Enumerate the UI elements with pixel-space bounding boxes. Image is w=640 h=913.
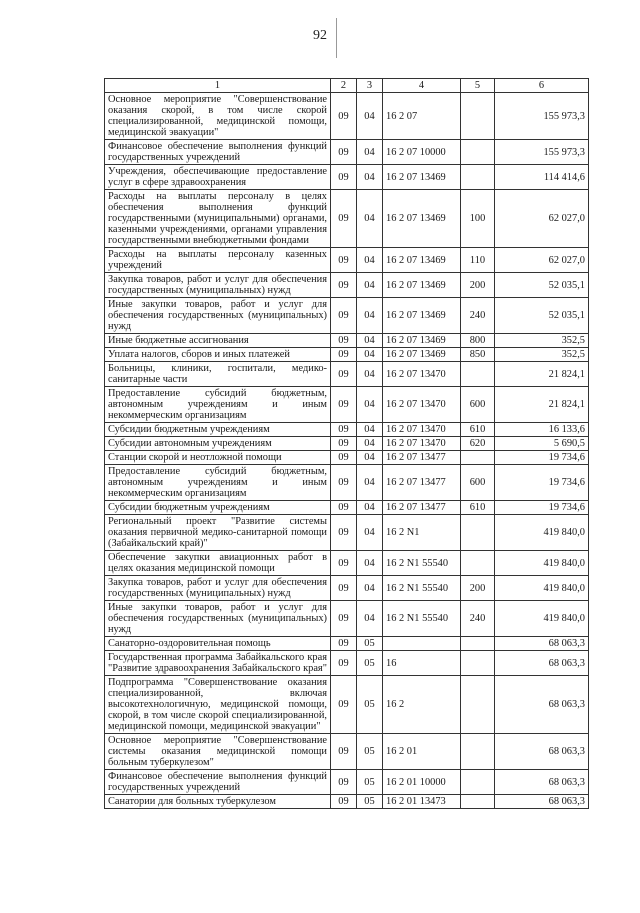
row-target-code: 16 2 01 (383, 734, 461, 770)
row-name: Подпрограмма "Совершенствование оказания специализированной, включая высокотехнологичную, медицинской помощи, скорой, в том числе скорой специализированной, медицинской помощи, медицинской эвакуации" (105, 676, 331, 734)
row-expense-type (461, 676, 495, 734)
header-col-1: 1 (105, 79, 331, 93)
row-expense-type (461, 651, 495, 676)
row-section: 09 (331, 601, 357, 637)
table-row (105, 140, 589, 165)
row-amount: 52 035,1 (495, 273, 589, 298)
row-subsection: 05 (357, 795, 383, 809)
row-expense-type (461, 637, 495, 651)
row-name: Закупка товаров, работ и услуг для обеспечения государственных (муниципальных) нужд (105, 273, 331, 298)
table-row (105, 348, 589, 362)
row-target-code: 16 2 07 13469 (383, 190, 461, 248)
table-row (105, 387, 589, 423)
row-target-code: 16 2 N1 (383, 515, 461, 551)
row-name: Закупка товаров, работ и услуг для обеспечения государственных (муниципальных) нужд (105, 576, 331, 601)
row-target-code: 16 2 07 13469 (383, 298, 461, 334)
row-name: Финансовое обеспечение выполнения функций государственных учреждений (105, 770, 331, 795)
row-target-code: 16 2 07 10000 (383, 140, 461, 165)
row-name: Санаторно-оздоровительная помощь (105, 637, 331, 651)
row-amount: 21 824,1 (495, 362, 589, 387)
table-row (105, 273, 589, 298)
row-subsection: 04 (357, 437, 383, 451)
table-row (105, 795, 589, 809)
row-amount: 19 734,6 (495, 501, 589, 515)
row-section: 09 (331, 93, 357, 140)
row-name: Субсидии бюджетным учреждениям (105, 501, 331, 515)
row-expense-type: 610 (461, 423, 495, 437)
table-row (105, 465, 589, 501)
table-row (105, 437, 589, 451)
row-target-code: 16 2 (383, 676, 461, 734)
row-subsection: 04 (357, 273, 383, 298)
row-name: Основное мероприятие "Совершенствование системы оказания медицинской помощи больным туберкулезом" (105, 734, 331, 770)
row-subsection: 05 (357, 676, 383, 734)
row-target-code: 16 2 07 13477 (383, 465, 461, 501)
row-subsection: 04 (357, 362, 383, 387)
row-name: Иные закупки товаров, работ и услуг для обеспечения государственных (муниципальных) нужд (105, 298, 331, 334)
row-section: 09 (331, 551, 357, 576)
row-name: Субсидии автономным учреждениям (105, 437, 331, 451)
row-target-code: 16 2 07 13469 (383, 348, 461, 362)
row-subsection: 05 (357, 637, 383, 651)
row-amount: 68 063,3 (495, 734, 589, 770)
table-row (105, 551, 589, 576)
row-section: 09 (331, 676, 357, 734)
row-target-code: 16 2 07 13477 (383, 501, 461, 515)
row-section: 09 (331, 515, 357, 551)
row-expense-type: 110 (461, 248, 495, 273)
row-amount: 19 734,6 (495, 465, 589, 501)
row-name: Предоставление субсидий бюджетным, автономным учреждениям и иным некоммерческим организациям (105, 465, 331, 501)
row-subsection: 04 (357, 501, 383, 515)
row-subsection: 04 (357, 601, 383, 637)
row-amount: 5 690,5 (495, 437, 589, 451)
row-expense-type (461, 93, 495, 140)
row-subsection: 04 (357, 190, 383, 248)
table-row (105, 248, 589, 273)
row-target-code: 16 2 07 13470 (383, 362, 461, 387)
row-section: 09 (331, 387, 357, 423)
row-expense-type: 620 (461, 437, 495, 451)
row-name: Финансовое обеспечение выполнения функций государственных учреждений (105, 140, 331, 165)
row-name: Иные бюджетные ассигнования (105, 334, 331, 348)
table-row (105, 165, 589, 190)
row-expense-type (461, 140, 495, 165)
row-name: Основное мероприятие "Совершенствование оказания скорой, в том числе скорой специализированной, медицинской помощи, медицинской эвакуации" (105, 93, 331, 140)
row-target-code: 16 2 01 10000 (383, 770, 461, 795)
header-col-3: 3 (357, 79, 383, 93)
row-section: 09 (331, 576, 357, 601)
row-section: 09 (331, 298, 357, 334)
row-amount: 419 840,0 (495, 515, 589, 551)
row-target-code: 16 2 07 13477 (383, 451, 461, 465)
table-row (105, 423, 589, 437)
row-subsection: 04 (357, 576, 383, 601)
row-section: 09 (331, 190, 357, 248)
row-target-code: 16 2 07 13469 (383, 334, 461, 348)
row-subsection: 04 (357, 348, 383, 362)
table-row (105, 651, 589, 676)
header-col-2: 2 (331, 79, 357, 93)
header-col-4: 4 (383, 79, 461, 93)
header-col-6: 6 (495, 79, 589, 93)
row-expense-type (461, 795, 495, 809)
row-amount: 155 973,3 (495, 140, 589, 165)
row-amount: 21 824,1 (495, 387, 589, 423)
row-amount: 352,5 (495, 334, 589, 348)
row-name: Региональный проект "Развитие системы оказания первичной медико-санитарной помощи (Забайкальский край)" (105, 515, 331, 551)
row-section: 09 (331, 637, 357, 651)
row-name: Уплата налогов, сборов и иных платежей (105, 348, 331, 362)
row-expense-type (461, 770, 495, 795)
row-subsection: 05 (357, 734, 383, 770)
header-col-5: 5 (461, 79, 495, 93)
row-section: 09 (331, 348, 357, 362)
row-subsection: 04 (357, 465, 383, 501)
row-expense-type: 200 (461, 273, 495, 298)
row-target-code: 16 2 07 (383, 93, 461, 140)
row-expense-type: 610 (461, 501, 495, 515)
row-name: Иные закупки товаров, работ и услуг для обеспечения государственных (муниципальных) нужд (105, 601, 331, 637)
row-section: 09 (331, 248, 357, 273)
row-section: 09 (331, 423, 357, 437)
row-name: Предоставление субсидий бюджетным, автономным учреждениям и иным некоммерческим организациям (105, 387, 331, 423)
table-row (105, 190, 589, 248)
row-expense-type (461, 551, 495, 576)
row-subsection: 04 (357, 515, 383, 551)
row-section: 09 (331, 140, 357, 165)
row-expense-type (461, 515, 495, 551)
row-subsection: 05 (357, 770, 383, 795)
row-target-code: 16 2 07 13469 (383, 248, 461, 273)
row-subsection: 04 (357, 140, 383, 165)
row-amount: 68 063,3 (495, 651, 589, 676)
row-target-code: 16 2 07 13470 (383, 437, 461, 451)
page-number: 92 (313, 28, 327, 43)
row-amount: 68 063,3 (495, 676, 589, 734)
row-expense-type: 600 (461, 465, 495, 501)
row-target-code: 16 2 07 13470 (383, 423, 461, 437)
table-row (105, 576, 589, 601)
row-expense-type: 240 (461, 601, 495, 637)
table-row (105, 93, 589, 140)
row-expense-type (461, 451, 495, 465)
row-subsection: 04 (357, 387, 383, 423)
row-expense-type (461, 362, 495, 387)
row-section: 09 (331, 734, 357, 770)
row-section: 09 (331, 501, 357, 515)
row-section: 09 (331, 795, 357, 809)
row-amount: 68 063,3 (495, 770, 589, 795)
row-subsection: 04 (357, 423, 383, 437)
row-expense-type: 850 (461, 348, 495, 362)
row-subsection: 04 (357, 248, 383, 273)
row-amount: 19 734,6 (495, 451, 589, 465)
row-section: 09 (331, 465, 357, 501)
row-name: Государственная программа Забайкальского края "Развитие здравоохранения Забайкальского края" (105, 651, 331, 676)
row-subsection: 04 (357, 165, 383, 190)
row-amount: 52 035,1 (495, 298, 589, 334)
row-amount: 419 840,0 (495, 551, 589, 576)
table-row (105, 298, 589, 334)
row-section: 09 (331, 334, 357, 348)
row-name: Расходы на выплаты персоналу в целях обеспечения выполнения функций государственными (муниципальными) органами, казенными учреждениями, органами управления государственными внебюджетными фондами (105, 190, 331, 248)
row-expense-type: 800 (461, 334, 495, 348)
row-section: 09 (331, 273, 357, 298)
row-expense-type (461, 734, 495, 770)
row-name: Станции скорой и неотложной помощи (105, 451, 331, 465)
row-subsection: 05 (357, 651, 383, 676)
row-expense-type: 240 (461, 298, 495, 334)
row-name: Санатории для больных туберкулезом (105, 795, 331, 809)
row-expense-type (461, 165, 495, 190)
row-name: Обеспечение закупки авиационных работ в целях оказания медицинской помощи (105, 551, 331, 576)
table-row (105, 676, 589, 734)
budget-table (104, 78, 589, 809)
row-amount: 352,5 (495, 348, 589, 362)
row-name: Учреждения, обеспечивающие предоставление услуг в сфере здравоохранения (105, 165, 331, 190)
row-target-code: 16 2 01 13473 (383, 795, 461, 809)
row-subsection: 04 (357, 334, 383, 348)
row-name: Субсидии бюджетным учреждениям (105, 423, 331, 437)
row-amount: 16 133,6 (495, 423, 589, 437)
row-target-code: 16 2 07 13469 (383, 165, 461, 190)
row-expense-type: 100 (461, 190, 495, 248)
row-amount: 68 063,3 (495, 637, 589, 651)
row-section: 09 (331, 437, 357, 451)
row-target-code: 16 2 N1 55540 (383, 576, 461, 601)
row-amount: 68 063,3 (495, 795, 589, 809)
row-amount: 155 973,3 (495, 93, 589, 140)
row-amount: 419 840,0 (495, 601, 589, 637)
table-row (105, 515, 589, 551)
row-target-code (383, 637, 461, 651)
row-target-code: 16 2 N1 55540 (383, 551, 461, 576)
row-amount: 419 840,0 (495, 576, 589, 601)
table-row (105, 734, 589, 770)
row-target-code: 16 2 N1 55540 (383, 601, 461, 637)
row-section: 09 (331, 362, 357, 387)
row-subsection: 04 (357, 551, 383, 576)
row-target-code: 16 2 07 13469 (383, 273, 461, 298)
row-amount: 62 027,0 (495, 248, 589, 273)
row-section: 09 (331, 651, 357, 676)
table-row (105, 451, 589, 465)
row-section: 09 (331, 165, 357, 190)
row-expense-type: 200 (461, 576, 495, 601)
row-name: Больницы, клиники, госпитали, медико-санитарные части (105, 362, 331, 387)
row-expense-type: 600 (461, 387, 495, 423)
row-target-code: 16 2 07 13470 (383, 387, 461, 423)
table-row (105, 637, 589, 651)
table-row (105, 362, 589, 387)
row-subsection: 04 (357, 93, 383, 140)
row-section: 09 (331, 770, 357, 795)
row-subsection: 04 (357, 298, 383, 334)
table-row (105, 601, 589, 637)
row-amount: 114 414,6 (495, 165, 589, 190)
row-section: 09 (331, 451, 357, 465)
row-name: Расходы на выплаты персоналу казенных учреждений (105, 248, 331, 273)
table-header-row (105, 79, 589, 93)
row-amount: 62 027,0 (495, 190, 589, 248)
row-subsection: 04 (357, 451, 383, 465)
row-target-code: 16 (383, 651, 461, 676)
table-row (105, 501, 589, 515)
table-row (105, 334, 589, 348)
table-row (105, 770, 589, 795)
